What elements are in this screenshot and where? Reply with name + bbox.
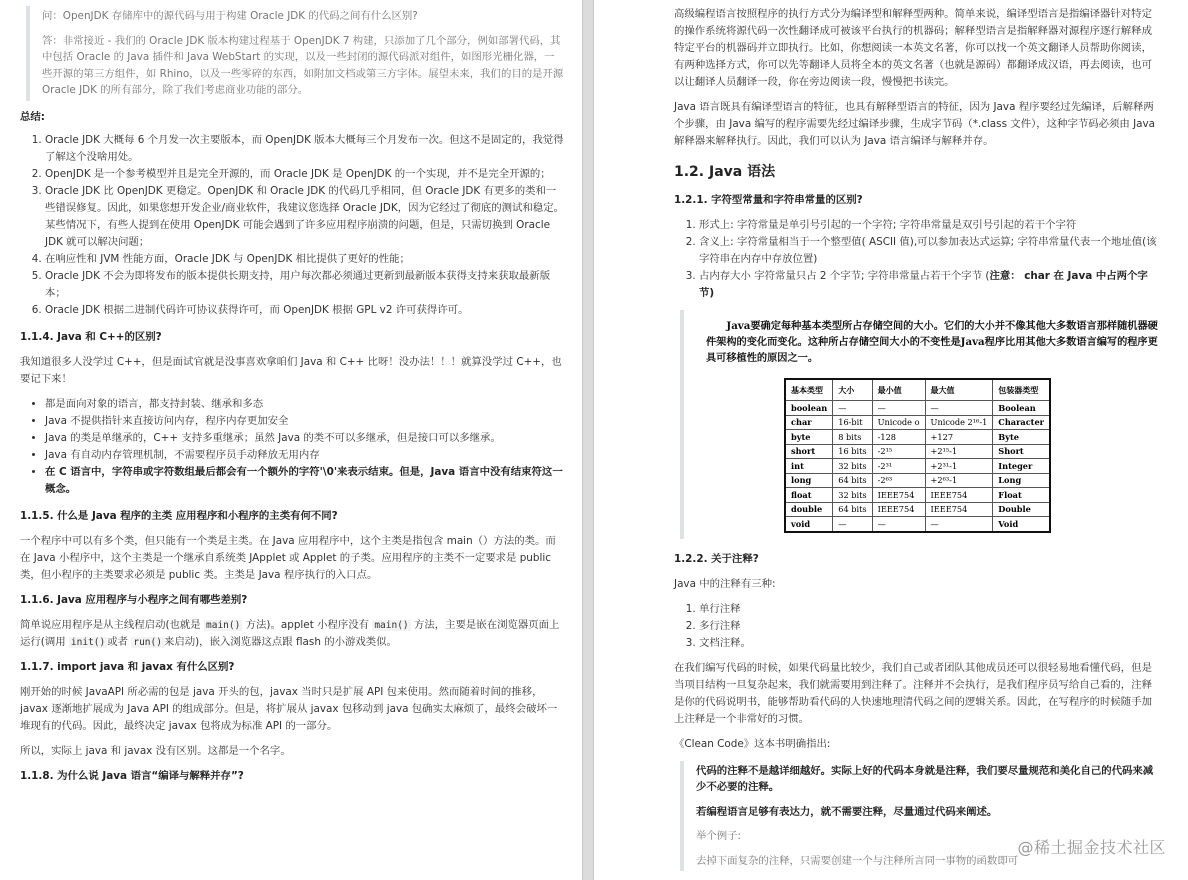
heading-1-1-4: 1.1.4. Java 和 C++的区别? [20, 330, 162, 343]
list-item: • 都是面向对象的语言，都支持封装、继承和多态 [45, 396, 564, 413]
table-cell: byte [785, 430, 833, 445]
table-header-cell: 基本类型 [785, 379, 833, 401]
table-header-row [785, 379, 1050, 401]
list-item: 5. Oracle JDK 不会为即将发布的版本提供长期支持，用户每次都必须通过更新到最新版本获得支持来获取最新版本； [45, 268, 564, 302]
quote-line [696, 763, 1160, 796]
quote-line: 举个例子: [696, 830, 742, 842]
table-cell: boolean [785, 401, 833, 416]
right-page [594, 0, 1188, 880]
table-cell: +2¹⁵-1 [925, 444, 993, 459]
table-cell: Float [993, 488, 1050, 503]
bold-text: ) [709, 287, 715, 299]
table-cell: Boolean [993, 401, 1050, 416]
table-cell: 16-bit [833, 415, 872, 430]
table-cell: float [785, 488, 833, 503]
table-row [785, 488, 1050, 503]
scan-text: Java要确定每种基本类型所占存储空间的大小。它们的大小并不像其他大多数语言那样随机器硬件架构的变化而变化。这种所占存储空间大小的不变性是Java程序比用其他大多数语言编写的程序更具可移植性的原因之一。 [706, 320, 1158, 364]
table-cell: — [833, 401, 872, 416]
table-header-cell: 大小 [833, 379, 872, 401]
list-item: 4. 在响应性和 JVM 性能方面，Oracle JDK 与 OpenJDK 相比提供了更好的性能； [45, 251, 564, 268]
paragraph: 在我们编写代码的时候，如果代码量比较少，我们自己或者团队其他成员还可以很轻易地看懂代码，但是当项目结构一旦复杂起来，我们就需要用到注释了。注释并不会执行，是我们程序员写给自己看的，注释是你的代码说明书，能够帮助看代码的人快速地理清代码之间的逻辑关系。因此，在写程序的时候随手加上注释是一个非常好的习惯。 [674, 661, 1152, 725]
table-cell: IEEE754 [925, 502, 993, 517]
summary-list [20, 132, 564, 319]
table-row [785, 459, 1050, 474]
bold-text: 在 C 语言中，字符串或字符数组最后都会有一个额外的字符'\0'来表示结束。但是，Java 语言中没有结束符这一概念。 [45, 465, 563, 495]
inline-code: main() [206, 619, 241, 631]
table-cell: — [872, 401, 925, 416]
primitive-types-table [784, 378, 1051, 533]
table-cell: double [785, 502, 833, 517]
heading-1-2-1: 1.2.1. 字符型常量和字符串常量的区别? [674, 194, 863, 206]
table-cell: 8 bits [833, 430, 872, 445]
table-cell: int [785, 459, 833, 474]
table-cell: 64 bits [833, 502, 872, 517]
text-span: 来启动)，嵌入浏览器这点跟 flash 的小游戏类似。 [163, 635, 397, 648]
summary-heading: 总结: [20, 110, 45, 123]
page-gutter [582, 0, 594, 880]
heading-1-1-6: 1.1.6. Java 应用程序与小程序之间有哪些差别? [20, 593, 248, 606]
left-page [0, 0, 582, 880]
table-row [785, 401, 1050, 416]
inline-code: init() [70, 636, 106, 648]
paragraph: 一个程序中可以有多个类，但只能有一个类是主类。在 Java 应用程序中，这个主类是指包含 main（）方法的类。而在 Java 小程序中，这个主类是一个继承自系统类 JApplet 或 Applet 的子类。应用程序的主类不一定要求是 public 类，但小程序的主类要求必须是 public 类。主类是 Java 程序执行的入口点。 [20, 534, 556, 581]
table-cell: IEEE754 [872, 488, 925, 503]
paragraph: 刚开始的时候 JavaAPI 所必需的包是 java 开头的包，javax 当时只是扩展 API 包来使用。然而随着时间的推移，javax 逐渐地扩展成为 Java API 的组成部分。但是，将扩展从 javax 包移动到 java 包确实太麻烦了，最终会破坏一堆现有的代码。因此，最终决定 javax 包将成为标准 API 的一部分。 [20, 685, 558, 732]
list-item: • Java 的类是单继承的，C++ 支持多重继承；虽然 Java 的类不可以多继承，但是接口可以多继承。 [45, 430, 564, 447]
table-cell: +127 [925, 430, 993, 445]
paragraph: Java 中的注释有三种: [674, 577, 776, 590]
table-cell: char [785, 415, 833, 430]
bold-text: 若编程语言足够有表达力，就不需要注释，尽量通过代码来阐述。 [696, 805, 998, 818]
quote-line [696, 804, 1160, 821]
quote-block [26, 6, 564, 101]
quote-line: 去掉下面复杂的注释，只需要创建一个与注释所言同一事物的函数即可 [696, 854, 1019, 867]
paragraph [20, 617, 564, 651]
table-cell: 32 bits [833, 459, 872, 474]
paragraph: 所以，实际上 java 和 javax 没有区别。这都是一个名字。 [20, 744, 291, 757]
table-cell: Short [993, 444, 1050, 459]
table-cell: — [925, 401, 993, 416]
paragraph: 我知道很多人没学过 C++，但是面试官就是没事喜欢拿咱们 Java 和 C++ 比呀！没办法！！！就算没学过 C++，也要记下来！ [20, 355, 562, 385]
table-cell: -2⁶³ [872, 473, 925, 488]
paragraph: 高级编程语言按照程序的执行方式分为编译型和解释型两种。简单来说，编译型语言是指编译器针对特定的操作系统将源代码一次性翻译成可被该平台执行的机器码；解释型语言是指解释器对源程序逐行解释成特定平台的机器码并立即执行。比如，你想阅读一本英文名著，你可以找一个英文翻译人员帮助你阅读， [674, 8, 1152, 54]
table-cell: 16 bits [833, 444, 872, 459]
table-row [785, 502, 1050, 517]
table-cell: -2³¹ [872, 459, 925, 474]
table-cell: -128 [872, 430, 925, 445]
inline-code: run() [133, 636, 162, 648]
table-header-cell: 最小值 [872, 379, 925, 401]
list-item: • Java 不提供指针来直接访问内存，程序内存更加安全 [45, 413, 564, 430]
table-cell: Long [993, 473, 1050, 488]
bold-text: 代码的注释不是越详细越好。实际上好的代码本身就是注释，我们要尽量规范和美化自己的代码来减少不必要的注释。 [696, 764, 1154, 793]
quote-question: 问：OpenJDK 存储库中的源代码与用于构建 Oracle JDK 的代码之间有什么区别? [42, 10, 418, 22]
table-cell: Integer [993, 459, 1050, 474]
list-item: 3. Oracle JDK 比 OpenJDK 更稳定。OpenJDK 和 Oracle JDK 的代码几乎相同，但 Oracle JDK 有更多的类和一些错误修复。因此，如果您想开发企业/商业软件，我建议您选择 Oracle JDK，因为它经过了彻底的测试和稳定。某些情况下，有些人提到在使用 OpenJDK 可能会遇到了许多应用程序崩溃的问题，但是，只需切换到 Oracle JDK 就可以解决问题； [45, 183, 564, 251]
table-cell: +2³¹-1 [925, 459, 993, 474]
table-row [785, 430, 1050, 445]
heading-1-1-8: 1.1.8. 为什么说 Java 语言“编译与解释并存”? [20, 769, 244, 782]
heading-1-2-2: 1.2.2. 关于注释? [674, 552, 759, 565]
list-item: 1. 形式上: 字符常量是单引号引起的一个字符; 字符串常量是双引号引起的若干个字符 [699, 217, 1160, 234]
scanned-excerpt [680, 310, 1160, 539]
paragraph: 《Clean Code》这本书明确指出: [674, 737, 831, 750]
table-cell: Unicode o [872, 415, 925, 430]
list-item: 1. Oracle JDK 大概每 6 个月发一次主要版本，而 OpenJDK 版本大概每三个月发布一次。但这不是固定的，我觉得了解这个没啥用处。 [45, 132, 564, 166]
inline-code: main() [374, 619, 409, 631]
char-const-list [674, 217, 1160, 302]
text-span: 简单说应用程序是从主线程启动(也就是 [20, 618, 204, 631]
table-row [785, 415, 1050, 430]
list-item: 2. 含义上: 字符常量相当于一个整型值( ASCII 值),可以参加表达式运算; 字符串常量代表一个地址值(该字符串在内存中存放位置) [699, 234, 1160, 268]
table-body [785, 401, 1050, 532]
table-header-cell: 包装器类型 [993, 379, 1050, 401]
text-span: 方法)。applet 小程序没有 [242, 618, 373, 631]
table-cell: +2⁶³-1 [925, 473, 993, 488]
table-row [785, 517, 1050, 532]
table-cell: 64 bits [833, 473, 872, 488]
watermark: @稀土掘金技术社区 [1017, 838, 1166, 857]
heading-1-2: 1.2. Java 语法 [674, 164, 776, 180]
table-cell: Unicode 2¹⁶-1 [925, 415, 993, 430]
list-item: • Java 有自动内存管理机制，不需要程序员手动释放无用内存 [45, 447, 564, 464]
table-header-cell: 最大值 [925, 379, 993, 401]
table-cell: short [785, 444, 833, 459]
bold-text: 注意： char 在 Java 中占两个字节 [699, 270, 1148, 299]
text-span: 占内存大小 字符常量只占 2 个字节; 字符串常量占若干个字节 ( [699, 270, 990, 282]
list-item [45, 464, 564, 498]
list-item: 1. 单行注释 [699, 601, 1160, 618]
table-cell: — [872, 517, 925, 532]
list-item: 6. Oracle JDK 根据二进制代码许可协议获得许可，而 OpenJDK 根据 GPL v2 许可获得许可。 [45, 302, 564, 319]
paragraph: 有两种选择方式，你可以先等翻译人员将全本的英文名著（也就是源码）都翻译成汉语，再去阅读，也可以让翻译人员翻译一段，你在旁边阅读一段，慢慢把书读完。 [674, 59, 1152, 88]
paragraph: Java 语言既具有编译型语言的特征，也具有解释型语言的特征，因为 Java 程序要经过先编译，后解释两个步骤，由 Java 编写的程序需要先经过编译步骤，生成字节码（*.class 文件），这种字节码必须由 Java 解释器来解释执行。因此，我们可以认为 Java 语言编译与解释并存。 [674, 101, 1156, 147]
heading-1-1-7: 1.1.7. import java 和 javax 有什么区别? [20, 660, 235, 673]
table-cell: -2¹⁵ [872, 444, 925, 459]
table-cell: void [785, 517, 833, 532]
heading-1-1-5: 1.1.5. 什么是 Java 程序的主类 应用程序和小程序的主类有何不同? [20, 509, 338, 522]
table-cell: — [925, 517, 993, 532]
table-cell: Character [993, 415, 1050, 430]
table-cell: — [833, 517, 872, 532]
table-cell: IEEE754 [872, 502, 925, 517]
comment-types-list [674, 601, 1160, 652]
list-item: 3. 文档注释。 [699, 635, 1160, 652]
list-item [699, 268, 1160, 302]
table-cell: Double [993, 502, 1050, 517]
bullet-list [20, 396, 564, 498]
table-row [785, 473, 1050, 488]
text-span: 或者 [107, 635, 132, 648]
table-cell: long [785, 473, 833, 488]
table-cell: 32 bits [833, 488, 872, 503]
table-cell: Byte [993, 430, 1050, 445]
text-span: 方法，主要是嵌在浏览器页面上运行(调用 [20, 618, 560, 648]
quote-answer: 答：非常接近 - 我们的 Oracle JDK 版本构建过程基于 OpenJDK 7 构建，只添加了几个部分，例如部署代码，其中包括 Oracle 的 Java 插件和 Java WebStart 的实现，以及一些封闭的源代码派对组件，如图形光栅化器，一些开源的第三方组件，如 Rhino，以及一些零碎的东西，如附加文档或第三方字体。展望未来，我们的目的是开源 Oracle JDK 的所有部分，除了我们考虑商业功能的部分。 [42, 34, 564, 96]
table-cell: IEEE754 [925, 488, 993, 503]
table-cell: Void [993, 517, 1050, 532]
list-item: 2. OpenJDK 是一个参考模型并且是完全开源的，而 Oracle JDK 是 OpenJDK 的一个实现，并不是完全开源的； [45, 166, 564, 183]
list-item: 2. 多行注释 [699, 618, 1160, 635]
table-row [785, 444, 1050, 459]
